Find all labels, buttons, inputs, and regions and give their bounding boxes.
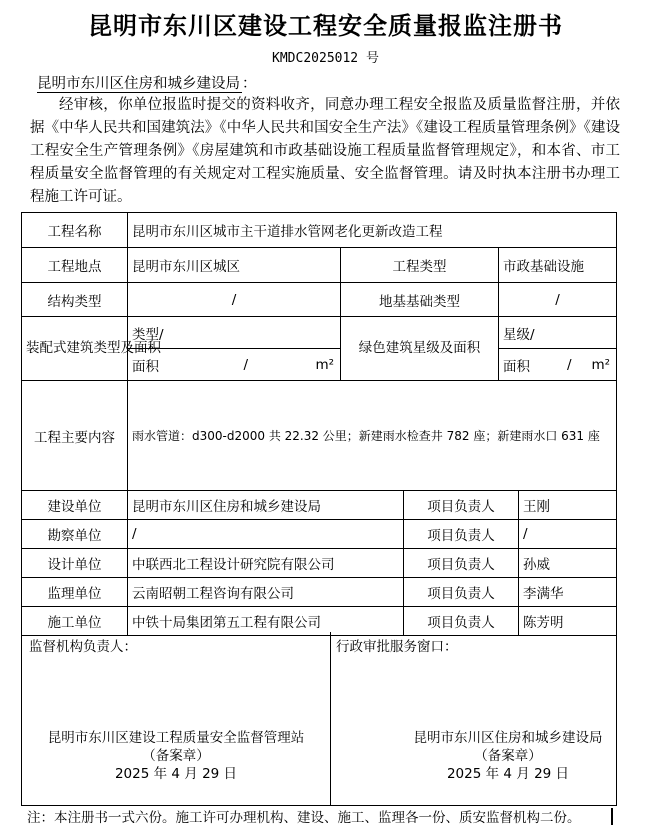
party-manager: 王刚 xyxy=(519,491,617,520)
party-manager: 孙威 xyxy=(519,549,617,578)
project-type-label: 工程类型 xyxy=(341,248,499,283)
prefab-area-unit: m² xyxy=(315,356,334,373)
document-number: KMDC2025012 号 xyxy=(272,51,379,66)
green-area-unit: m² xyxy=(591,356,611,373)
structure-value: / xyxy=(128,283,341,317)
structure-label: 结构类型 xyxy=(22,283,128,317)
supervisor-block xyxy=(22,729,330,783)
prefab-type-label: 类型/ xyxy=(132,326,164,343)
party-org: / xyxy=(128,520,404,549)
party-manager-label: 项目负责人 xyxy=(404,491,519,520)
prefab-area-value: / xyxy=(243,356,248,373)
content-value: 雨水管道：d300-d2000 共 22.32 公里；新建雨水检查井 782 座；新建雨水口 631 座 xyxy=(128,381,617,491)
party-manager-label: 项目负责人 xyxy=(404,520,519,549)
foundation-label: 地基基础类型 xyxy=(341,283,499,317)
green-area-label: 面积 xyxy=(503,358,530,375)
location-label: 工程地点 xyxy=(22,248,128,283)
party-manager-label: 项目负责人 xyxy=(404,578,519,607)
addressee xyxy=(37,72,257,93)
footnote: 注：本注册书一式六份。施工许可办理机构、建设、施工、监理各一份、质安监督机构二份。 xyxy=(27,810,581,826)
supervisor-org: 昆明市东川区建设工程质量安全监督管理站 xyxy=(47,730,305,746)
party-role: 勘察单位 xyxy=(22,520,128,549)
party-manager: / xyxy=(519,520,617,549)
location-value: 昆明市东川区城区 xyxy=(128,248,341,283)
document-title: 昆明市东川区建设工程安全质量报监注册书 xyxy=(88,12,563,40)
party-org: 中联西北工程设计研究院有限公司 xyxy=(128,549,404,578)
party-manager-label: 项目负责人 xyxy=(404,607,519,636)
intro-paragraph: 经审核，你单位报监时提交的资料收齐，同意办理工程安全报监及质量监督注册，并依据《中华人民共和国建筑法》《中华人民共和国安全生产法》《建设工程质量管理条例》《建设工程安全生产管理条例》《房屋建筑和市政基础设施工程质量监督管理规定》，和本省、市工程质量安全监督管理的有关规定对工程实施质量、安全监督管理。请及时执本注册书办理工程施工许可证。 xyxy=(30,97,620,205)
row-content xyxy=(22,381,617,491)
registration-table xyxy=(21,212,617,636)
project-name-label: 工程名称 xyxy=(22,213,128,248)
supervisor-date: 2025 年 4 月 29 日 xyxy=(114,766,238,782)
supervisor-seal-note: （备案章） xyxy=(142,748,210,764)
row-location xyxy=(22,248,617,283)
party-role: 施工单位 xyxy=(22,607,128,636)
project-type-value: 市政基础设施 xyxy=(499,248,617,283)
party-org: 昆明市东川区住房和城乡建设局 xyxy=(128,491,404,520)
party-row xyxy=(22,491,617,520)
party-role: 设计单位 xyxy=(22,549,128,578)
prefab-area-label: 面积 xyxy=(132,358,159,375)
signature-divider xyxy=(330,632,331,805)
supervisor-label: 监督机构负责人： xyxy=(29,639,137,655)
content-label: 工程主要内容 xyxy=(22,381,128,491)
row-project-name xyxy=(22,213,617,248)
party-row xyxy=(22,520,617,549)
party-manager-label: 项目负责人 xyxy=(404,549,519,578)
approval-block xyxy=(394,729,622,783)
party-role: 监理单位 xyxy=(22,578,128,607)
text-cursor xyxy=(611,808,613,825)
foundation-value: / xyxy=(499,283,617,317)
party-row xyxy=(22,549,617,578)
approval-date: 2025 年 4 月 29 日 xyxy=(446,766,570,782)
approval-org: 昆明市东川区住房和城乡建设局 xyxy=(413,730,603,746)
green-cell xyxy=(499,317,617,381)
party-role: 建设单位 xyxy=(22,491,128,520)
prefab-label: 装配式建筑类型及面积 xyxy=(22,317,128,381)
approval-seal-note: （备案章） xyxy=(474,748,542,764)
approval-window-label: 行政审批服务窗口： xyxy=(336,639,458,655)
party-row xyxy=(22,578,617,607)
green-area-value: / xyxy=(566,356,572,373)
green-star-label: 星级/ xyxy=(503,326,535,343)
project-name-value: 昆明市东川区城市主干道排水管网老化更新改造工程 xyxy=(128,213,617,248)
addressee-name: 昆明市东川区住房和城乡建设局 xyxy=(37,76,240,92)
signature-section xyxy=(21,632,617,806)
party-manager: 陈芳明 xyxy=(519,607,617,636)
row-prefab-green xyxy=(22,317,617,381)
party-org: 云南昭朝工程咨询有限公司 xyxy=(128,578,404,607)
party-manager: 李满华 xyxy=(519,578,617,607)
row-structure xyxy=(22,283,617,317)
addressee-colon: ： xyxy=(242,76,257,92)
green-label: 绿色建筑星级及面积 xyxy=(341,317,499,381)
party-org: 中铁十局集团第五工程有限公司 xyxy=(128,607,404,636)
